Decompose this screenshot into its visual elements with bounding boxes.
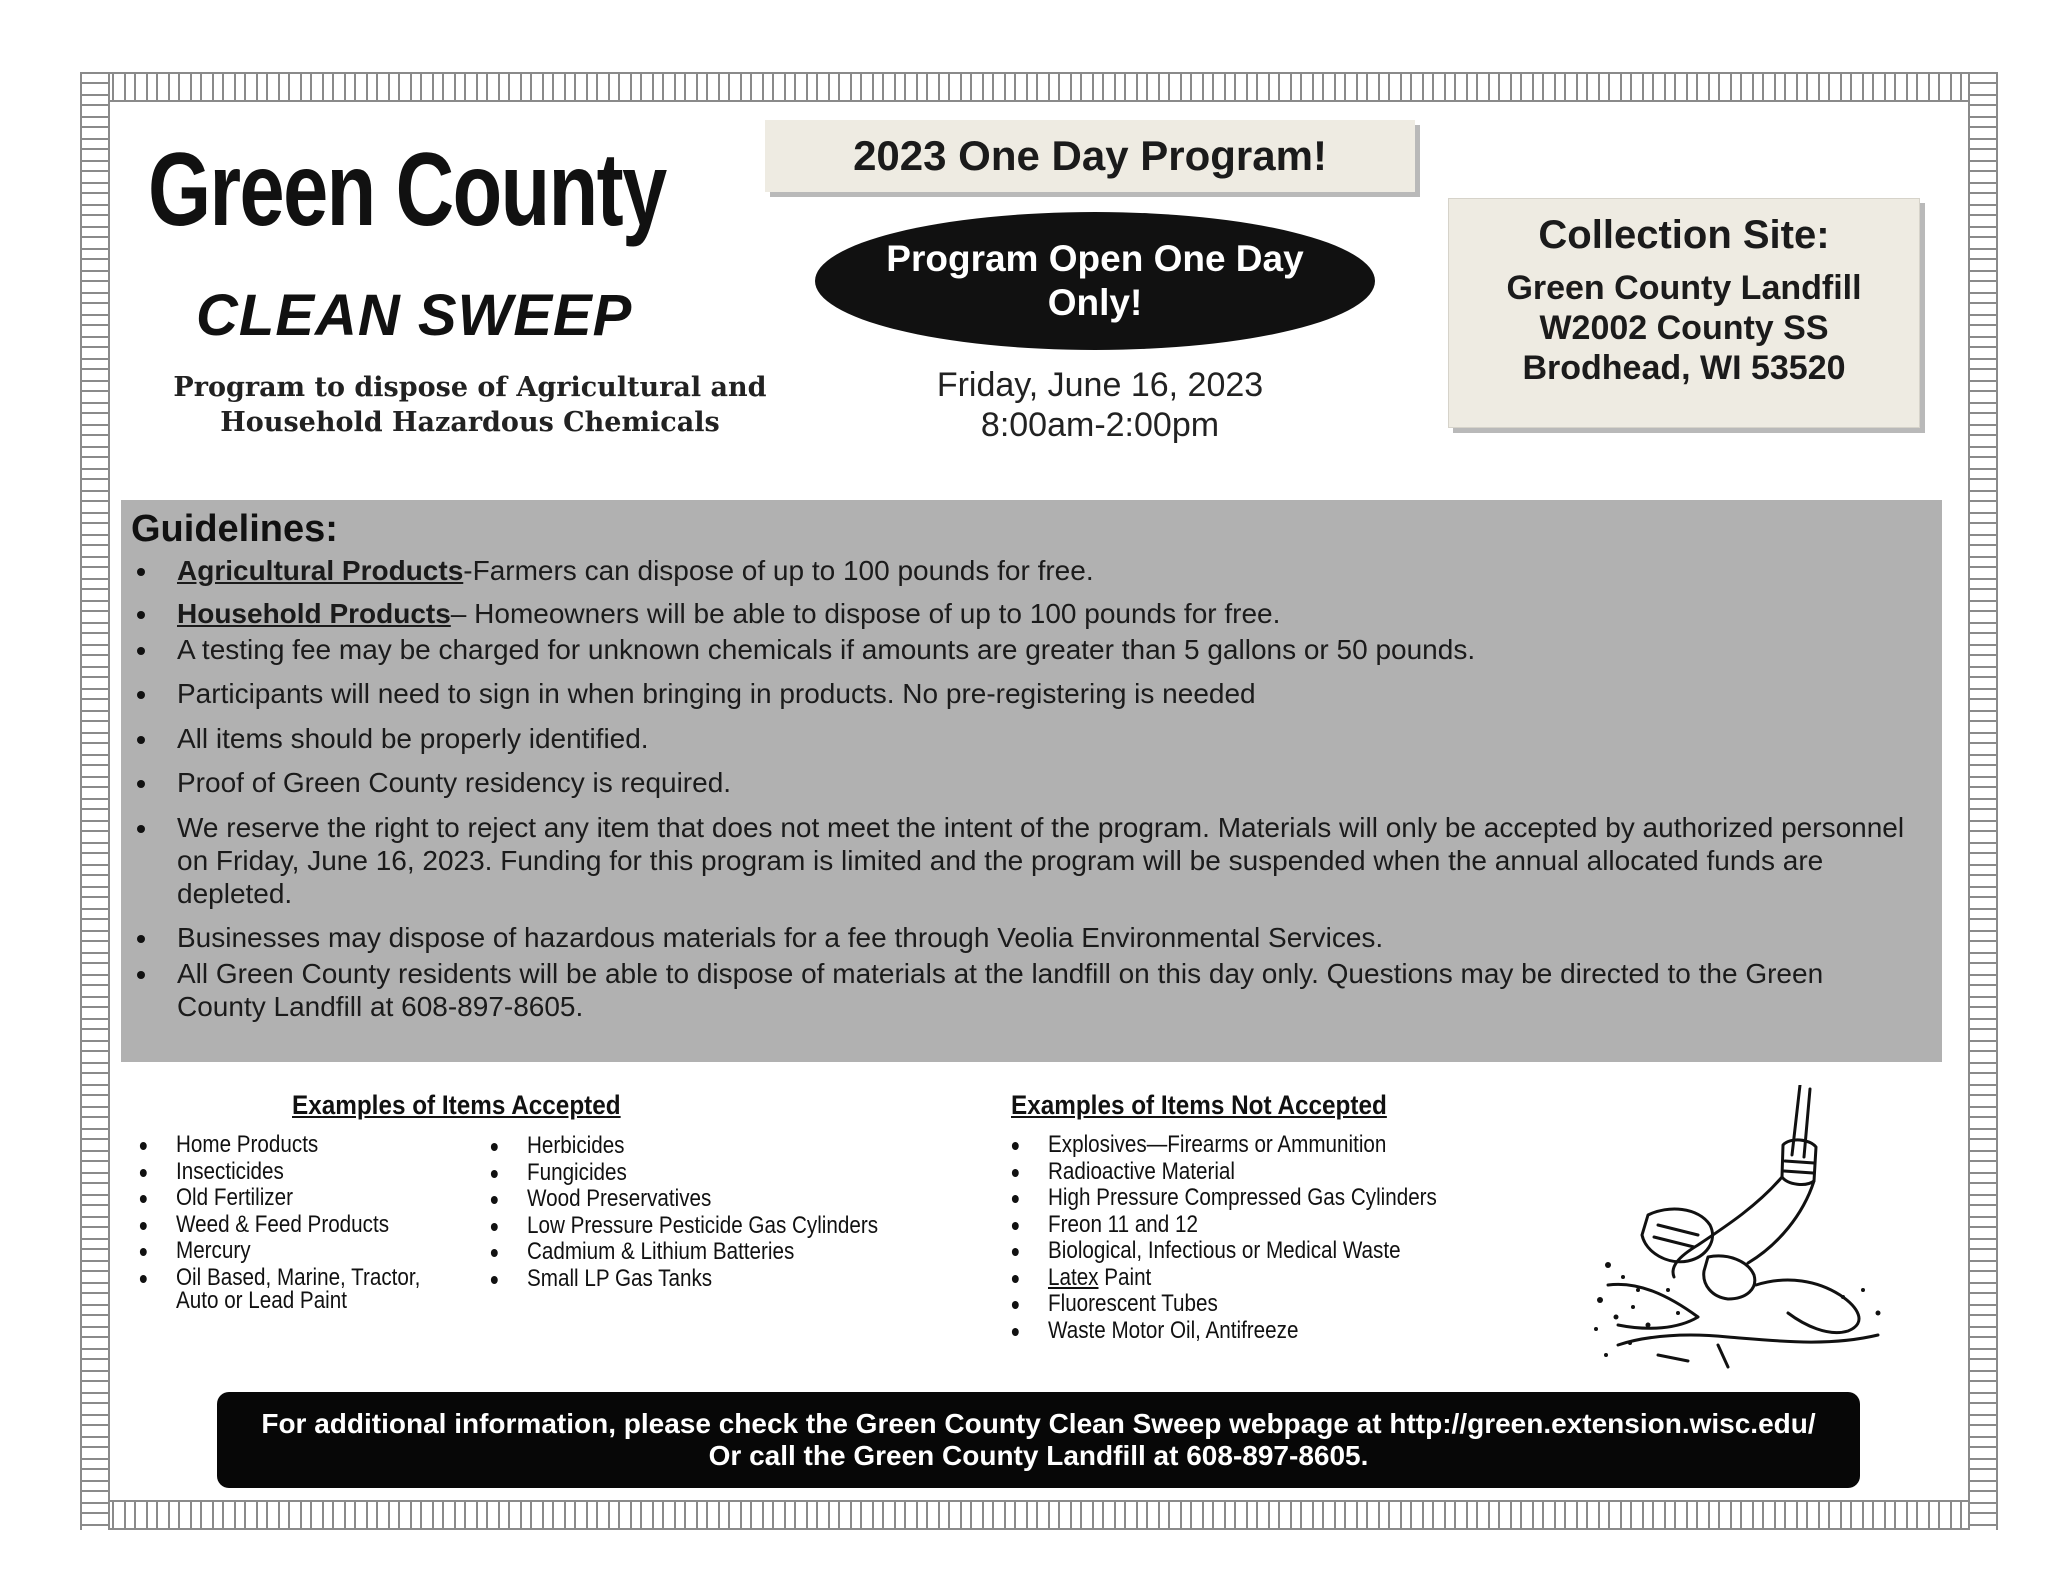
accepted-list-col1 (176, 1131, 421, 1314)
list-item: Small LP Gas Tanks (527, 1266, 878, 1293)
contact-footer (217, 1392, 1860, 1488)
list-item: Mercury (176, 1238, 420, 1265)
not-accepted-list (1048, 1132, 1437, 1344)
guideline-item: A testing fee may be charged for unknown chemicals if amounts are greater than 5 gallons or 50 pounds. (177, 633, 1917, 666)
list-item: Fluorescent Tubes (1048, 1291, 1437, 1318)
accepted-heading: Examples of Items Accepted (292, 1090, 621, 1120)
list-item: Oil Based, Marine, Tractor, (176, 1263, 421, 1291)
site-city: Brodhead, WI 53520 (1522, 349, 1846, 387)
guidelines-panel (121, 500, 1942, 1062)
page-border-bottom (80, 1500, 1998, 1530)
not-accepted-heading: Examples of Items Not Accepted (1011, 1090, 1387, 1120)
list-item: Home Products (176, 1132, 420, 1159)
logo-title: Green County (148, 132, 666, 248)
event-date-time (840, 365, 1360, 445)
page-border-right (1968, 72, 1998, 1530)
oval-text: Program Open One Day Only! (886, 238, 1304, 323)
guideline-item: Businesses may dispose of hazardous materials for a fee through Veolia Environmental Services. (177, 921, 1917, 954)
program-banner: 2023 One Day Program! (765, 120, 1415, 192)
guideline-item: We reserve the right to reject any item that does not meet the intent of the program. Materials will only be accepted by authorized personnel on Friday, June 16, 2023. Funding for this program is limited and the program will be suspended when the annual allocated funds are depleted. (177, 811, 1917, 910)
list-item: Explosives—Firearms or Ammunition (1048, 1132, 1437, 1159)
list-item-continuation: Auto or Lead Paint (176, 1287, 347, 1314)
guideline-item: Household Products– Homeowners will be able to dispose of up to 100 pounds for free. (177, 597, 1917, 630)
collection-site-box (1448, 198, 1920, 428)
collection-site-heading: Collection Site: (1538, 213, 1830, 257)
program-tagline (140, 370, 800, 440)
guideline-item: Participants will need to sign in when bringing in products. No pre-registering is needed (177, 677, 1917, 710)
list-item: Waste Motor Oil, Antifreeze (1048, 1318, 1437, 1345)
list-item: Low Pressure Pesticide Gas Cylinders (527, 1211, 879, 1239)
guideline-item: All items should be properly identified. (177, 722, 1917, 755)
guideline-item: Proof of Green County residency is required. (177, 766, 1917, 799)
list-item: Biological, Infectious or Medical Waste (1048, 1238, 1437, 1265)
list-item: Insecticides (176, 1159, 420, 1186)
tagline-line-2: Household Hazardous Chemicals (220, 407, 720, 438)
guidelines-title: Guidelines: (131, 508, 338, 550)
latex-underlined: Latex (1048, 1263, 1099, 1291)
tagline-line-1: Program to dispose of Agricultural and (173, 372, 767, 403)
list-item: High Pressure Compressed Gas Cylinders (1048, 1184, 1437, 1211)
list-item: Freon 11 and 12 (1048, 1212, 1437, 1239)
list-item: Radioactive Material (1048, 1159, 1437, 1186)
event-time: 8:00am-2:00pm (980, 406, 1220, 444)
footer-line-1: For additional information, please check the Green County Clean Sweep webpage at http://green.extension.wisc.edu/ (261, 1408, 1816, 1439)
event-date: Friday, June 16, 2023 (936, 366, 1264, 404)
list-item: Herbicides (527, 1133, 878, 1160)
logo-subtitle: CLEAN SWEEP (196, 283, 633, 348)
page-border-top (80, 72, 1998, 102)
guideline-lead: Household Products (177, 598, 451, 629)
list-item: Old Fertilizer (176, 1185, 420, 1212)
list-item: Cadmium & Lithium Batteries (527, 1239, 878, 1266)
sweeping-hand-illustration (1578, 1085, 1898, 1385)
footer-line-2: Or call the Green County Landfill at 608-897-8605. (708, 1440, 1369, 1471)
site-name: Green County Landfill (1506, 269, 1862, 307)
open-one-day-oval (815, 212, 1375, 350)
list-item: Latex Paint (1048, 1265, 1437, 1292)
list-item: Weed & Feed Products (176, 1212, 420, 1239)
accepted-list-col2 (527, 1133, 878, 1292)
guideline-item: Agricultural Products-Farmers can dispose of up to 100 pounds for free. (177, 554, 1917, 587)
site-street: W2002 County SS (1539, 309, 1829, 347)
guideline-item: All Green County residents will be able to dispose of materials at the landfill on this day only. Questions may be directed to the Green County Landfill at 608-897-8605. (177, 957, 1917, 1023)
guideline-lead: Agricultural Products (177, 555, 464, 586)
page-border-left (80, 72, 110, 1530)
list-item: Wood Preservatives (527, 1186, 878, 1213)
list-item: Fungicides (527, 1160, 878, 1187)
